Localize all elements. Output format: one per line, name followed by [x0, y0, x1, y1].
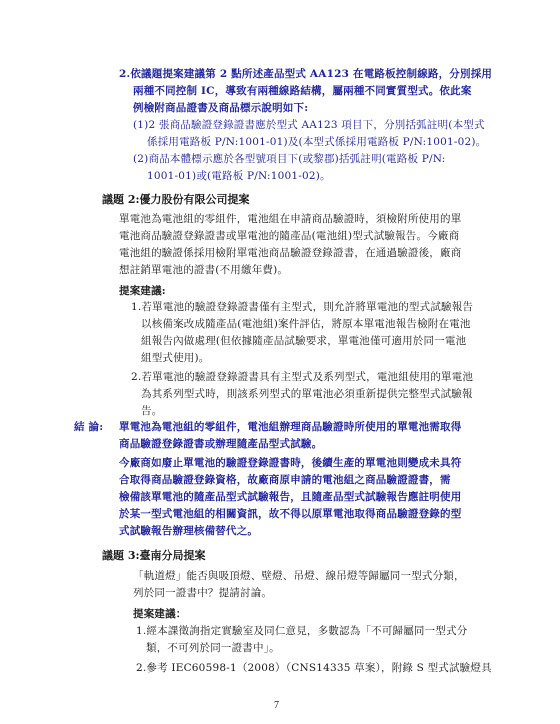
- issue3-item1-line2: 類，不可列於同一證書中」。: [146, 642, 280, 654]
- top-sub1-line2: 係採用電路板 P/N:1001-01)及(本型式係採用電路板 P/N:1001-02)。: [147, 136, 487, 148]
- issue2-item2-line3: 告。: [141, 405, 163, 417]
- issue2-para-line1: 單電池為電池組的零組件，電池組在申請商品驗證時，須檢附所使用的單: [119, 213, 462, 225]
- issue2-conclusion-line1: 單電池為電池組的零組件，電池組辦理商品驗證時所使用的單電池需取得: [119, 421, 462, 433]
- issue2-conclusion-line6: 於某一型式電池組的相關資訊，故不得以原單電池取得商品驗證登錄的型: [119, 508, 462, 520]
- issue3-proposal-title: 提案建議：: [133, 608, 187, 620]
- issue2-conclusion-line4: 合取得商品驗證登錄資格，故廠商原申請的電池組之商品驗證證書，需: [119, 474, 451, 486]
- issue2-item1-line2: 以核備案改成隨產品(電池組)案件評估，將原本單電池報告檢附在電池: [141, 318, 471, 330]
- issue2-item2-line1: 2.若單電池的驗證登錄證書具有主型式及系列型式，電池組使用的單電池: [131, 371, 474, 383]
- issue2-item1-line3: 組報告內做處理(但依據隨產品試驗要求，單電池僅可適用於同一電池: [141, 335, 467, 347]
- issue3-para-line2: 列於同一證書中？提請討論。: [133, 587, 273, 599]
- issue2-para-line3: 電池組的驗證係採用檢附單電池商品驗證登錄證書，在通過驗證後，廠商: [119, 247, 462, 259]
- top-item2-line3: 例檢附商品證書及商品標示說明如下:: [133, 102, 309, 114]
- issue2-title: 議題 2:優力股份有限公司提案: [102, 193, 250, 206]
- issue2-conclusion-line3: 今廠商如廢止單電池的驗證登錄證書時，後續生產的單電池則變成未具符: [119, 457, 462, 469]
- issue2-conclusion-label: 結 論:: [74, 421, 104, 433]
- top-sub2-line2: 1001-01)或(電路板 P/N:1001-02)。: [147, 170, 331, 182]
- issue2-para-line4: 想註銷單電池的證書(不用繳年費)。: [119, 264, 289, 276]
- issue2-para-line2: 電池商品驗證登錄證書或單電池的隨產品(電池組)型式試驗報告。今廠商: [119, 230, 460, 242]
- issue2-conclusion-line5: 檢備該單電池的隨產品型式試驗報告，且隨產品型式試驗報告應註明使用: [119, 491, 462, 503]
- issue3-para-line1: 「軌道燈」能否與吸頂燈、壁燈、吊燈、線吊燈等歸屬同一型式分類，: [133, 570, 465, 582]
- issue2-item1-line1: 1.若單電池的驗證登錄證書僅有主型式，則允許將單電池的型式試驗報告: [131, 301, 474, 313]
- top-item2-line1: 2.依議題提案建議第 2 點所述產品型式 AA123 在電路板控制線路，分別採用: [119, 68, 493, 80]
- top-sub2-line1: (2)商品本體標示應於各型號項目下(或黎郡)括弧註明(電路板 P/N:: [133, 153, 446, 165]
- top-item2-line2: 兩種不同控制 IC，導致有兩種線路結構，屬兩種不同實質型式。依此案: [133, 85, 472, 97]
- issue2-item2-line2: 為其系列型式時，則該系列型式的單電池必須重新提供完整型式試驗報: [141, 388, 473, 400]
- issue2-conclusion-line7: 式試驗報告辦理核備替代之。: [119, 525, 259, 537]
- issue3-title: 議題 3:臺南分局提案: [102, 549, 206, 562]
- issue2-proposal-title: 提案建議:: [119, 285, 166, 297]
- issue3-item2-line1: 2.參考 IEC60598-1（2008）（CNS14335 草案），附錄 S 型式試驗燈具: [136, 662, 492, 674]
- page-number: 7: [274, 700, 279, 711]
- issue2-item1-line4: 組型式使用)。: [141, 352, 210, 364]
- top-sub1-line1: (1)2 張商品驗證登錄證書應於型式 AA123 項目下，分別括弧註明(本型式: [133, 119, 485, 131]
- issue2-conclusion-line2: 商品驗證登錄證書或辦理隨產品型式試驗。: [119, 438, 323, 450]
- issue3-item1-line1: 1.經本課徵詢指定實驗室及同仁意見，多數認為「不可歸屬同一型式分: [136, 625, 468, 637]
